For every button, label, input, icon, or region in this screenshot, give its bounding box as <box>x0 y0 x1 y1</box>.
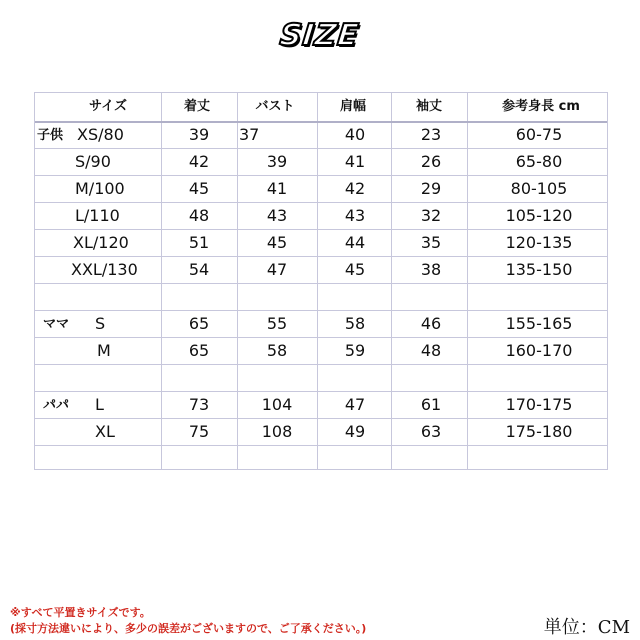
cell-sleeve: 29 <box>420 179 442 198</box>
cell-height: 120-135 <box>505 233 573 252</box>
cell-height: 80-105 <box>510 179 568 198</box>
cell-sleeve: 61 <box>420 395 442 414</box>
cell-length: 75 <box>188 422 210 441</box>
cell-bust: 47 <box>266 260 288 279</box>
cell-bust: 55 <box>266 314 288 333</box>
cell-bust: 41 <box>266 179 288 198</box>
cell-length: 39 <box>188 125 210 144</box>
size-table <box>34 92 608 470</box>
cell-length: 54 <box>188 260 210 279</box>
column-header: 参考身長 cm <box>502 99 580 114</box>
cell-sleeve: 48 <box>420 341 442 360</box>
row-divider <box>35 175 607 176</box>
size-label: M <box>97 341 111 360</box>
cell-bust: 58 <box>266 341 288 360</box>
row-divider <box>35 148 607 149</box>
row-divider <box>35 391 607 392</box>
size-label: L/110 <box>75 206 120 225</box>
cell-height: 60-75 <box>515 125 563 144</box>
column-header: 着丈 <box>183 99 211 114</box>
cell-shoulder: 45 <box>344 260 366 279</box>
cell-sleeve: 23 <box>420 125 442 144</box>
size-group-label: パパ <box>43 398 70 413</box>
col-divider <box>391 93 392 469</box>
cell-shoulder: 58 <box>344 314 366 333</box>
measurement-error-note: (採寸方法違いにより、多少の誤差がございますので、ご了承ください。) <box>10 622 367 635</box>
cell-bust: 108 <box>261 422 293 441</box>
cell-height: 160-170 <box>505 341 573 360</box>
row-divider <box>35 283 607 284</box>
cell-height: 65-80 <box>515 152 563 171</box>
column-header: 肩幅 <box>339 99 367 114</box>
size-label: XXL/130 <box>71 260 138 279</box>
col-divider <box>317 93 318 469</box>
title-wrap <box>0 18 640 53</box>
cell-shoulder: 47 <box>344 395 366 414</box>
cell-bust: 45 <box>266 233 288 252</box>
cell-shoulder: 40 <box>344 125 366 144</box>
col-divider <box>161 93 162 469</box>
column-header: サイズ <box>89 99 127 114</box>
cell-bust: 37 <box>239 125 260 144</box>
size-label: XS/80 <box>77 125 124 144</box>
size-label: XL <box>95 422 115 441</box>
cell-length: 45 <box>188 179 210 198</box>
row-divider <box>35 256 607 257</box>
size-label: XL/120 <box>73 233 129 252</box>
size-group-label: ママ <box>43 317 70 332</box>
row-divider <box>35 418 607 419</box>
size-group-label: 子供 <box>37 128 64 143</box>
cell-shoulder: 59 <box>344 341 366 360</box>
cell-sleeve: 46 <box>420 314 442 333</box>
unit-label: 単位：CM <box>543 617 630 638</box>
header-divider <box>35 121 607 123</box>
cell-sleeve: 35 <box>420 233 442 252</box>
cell-sleeve: 63 <box>420 422 442 441</box>
column-header: バスト <box>255 99 295 114</box>
cell-length: 48 <box>188 206 210 225</box>
cell-bust: 104 <box>261 395 293 414</box>
row-divider <box>35 445 607 446</box>
cell-height: 155-165 <box>505 314 573 333</box>
row-divider <box>35 202 607 203</box>
cell-shoulder: 42 <box>344 179 366 198</box>
cell-length: 51 <box>188 233 210 252</box>
cell-height: 105-120 <box>505 206 573 225</box>
row-divider <box>35 364 607 365</box>
flat-measure-note: ※すべて平置きサイズです。 <box>10 606 151 619</box>
size-label: S <box>95 314 106 333</box>
row-divider <box>35 229 607 230</box>
col-divider <box>237 93 238 469</box>
size-chart-title: SIZE <box>278 18 362 53</box>
cell-length: 73 <box>188 395 210 414</box>
cell-shoulder: 43 <box>344 206 366 225</box>
cell-bust: 39 <box>266 152 288 171</box>
cell-height: 135-150 <box>505 260 573 279</box>
column-header: 袖丈 <box>415 99 443 114</box>
size-label: S/90 <box>75 152 111 171</box>
row-divider <box>35 310 607 311</box>
cell-shoulder: 44 <box>344 233 366 252</box>
col-divider <box>467 93 468 469</box>
cell-shoulder: 41 <box>344 152 366 171</box>
size-label: M/100 <box>75 179 125 198</box>
cell-height: 175-180 <box>505 422 573 441</box>
size-label: L <box>95 395 104 414</box>
cell-shoulder: 49 <box>344 422 366 441</box>
cell-length: 65 <box>188 314 210 333</box>
cell-sleeve: 26 <box>420 152 442 171</box>
cell-length: 65 <box>188 341 210 360</box>
row-divider <box>35 337 607 338</box>
cell-bust: 43 <box>266 206 288 225</box>
cell-sleeve: 38 <box>420 260 442 279</box>
cell-sleeve: 32 <box>420 206 442 225</box>
cell-length: 42 <box>188 152 210 171</box>
cell-height: 170-175 <box>505 395 573 414</box>
